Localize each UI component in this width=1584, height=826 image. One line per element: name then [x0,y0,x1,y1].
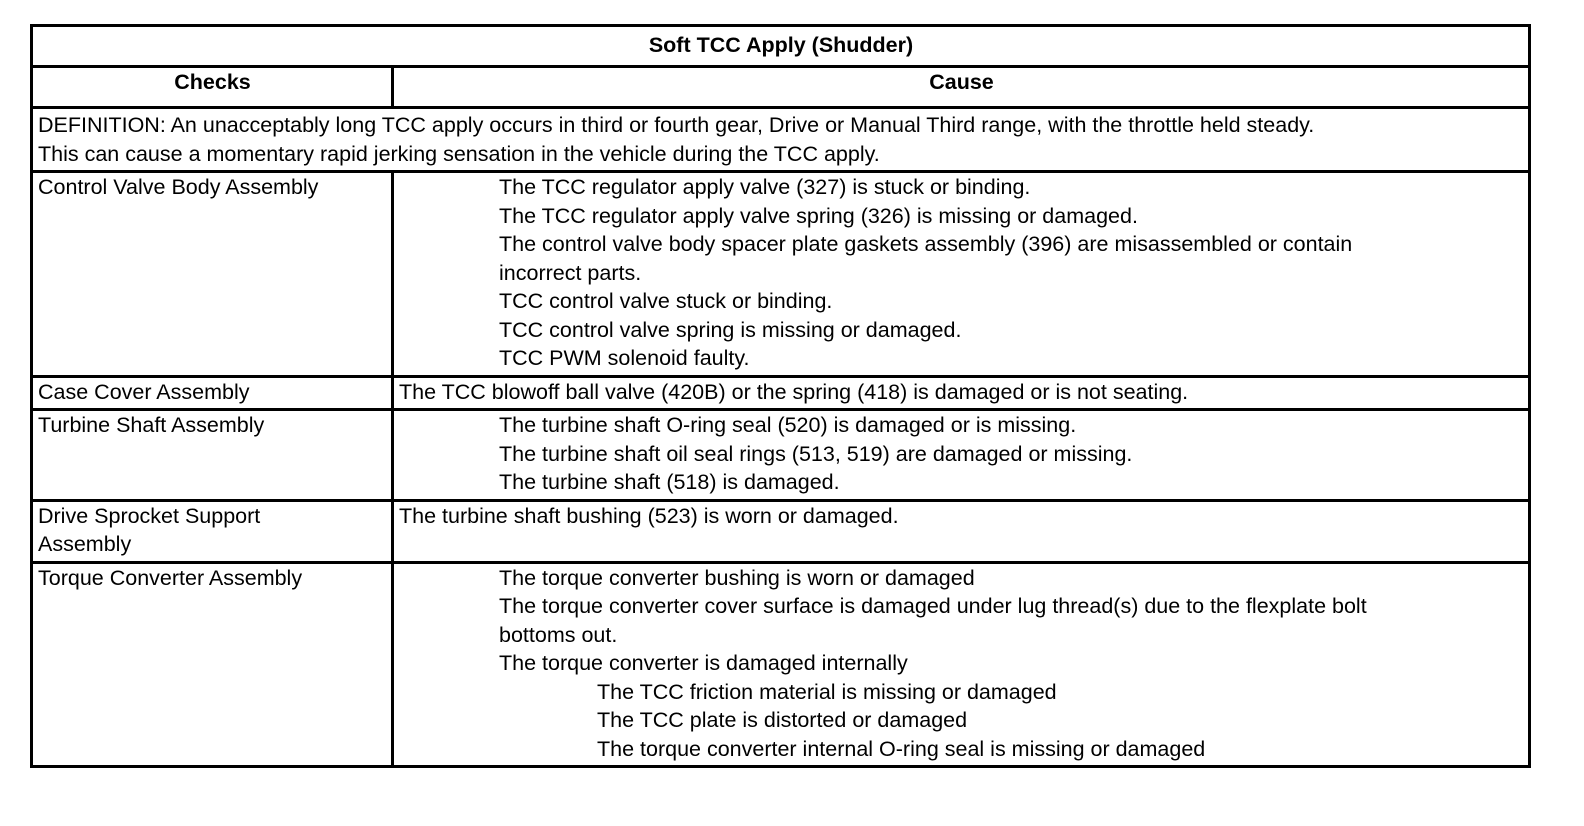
table-row [32,376,1530,410]
cause-item: The torque converter bushing is worn or damaged [499,565,975,590]
cause-item: The turbine shaft oil seal rings (513, 519) are damaged or missing. [499,441,1133,466]
cause-item: incorrect parts. [499,260,642,285]
check-line: Assembly [38,532,132,556]
cause-item: The control valve body spacer plate gaskets assembly (396) are misassembled or contain [499,232,1353,256]
subcause-item: The TCC plate is distorted or damaged [597,708,968,732]
cause-cell [393,172,1530,377]
cause-item: The TCC blowoff ball valve (420B) or the spring (418) is damaged or is not seating. [399,379,1189,404]
cause-item: TCC PWM solenoid faulty. [499,346,750,370]
cause-item: The turbine shaft (518) is damaged. [499,470,840,494]
diagnostic-table [30,24,1531,768]
check-cell: Torque Converter Assembly [32,562,393,767]
definition-line: This can cause a momentary rapid jerking sensation in the vehicle during the TCC apply. [38,141,880,166]
cause-item: The turbine shaft O-ring seal (520) is damaged or is missing. [499,413,1077,437]
title-row [32,26,1530,67]
cause-header: Cause [393,67,1530,108]
cause-item: The TCC regulator apply valve spring (326) is missing or damaged. [499,203,1138,228]
definition-row [32,108,1530,172]
subcause-item: The TCC friction material is missing or damaged [597,679,1057,704]
cause-item: TCC control valve spring is missing or damaged. [499,317,962,342]
checks-header: Checks [32,67,393,108]
table-title: Soft TCC Apply (Shudder) [32,26,1530,67]
table-row [32,500,1530,562]
cause-cell [393,562,1530,767]
table-row [32,172,1530,377]
definition-line: DEFINITION: An unacceptably long TCC apply occurs in third or fourth gear, Drive or Manual Third range, with the throttle held steady. [38,113,1315,137]
check-line: Drive Sprocket Support [38,503,261,528]
cause-item: TCC control valve stuck or binding. [499,289,833,313]
check-cell: Control Valve Body Assembly [32,172,393,377]
cause-cell [393,500,1530,562]
cause-item: bottoms out. [499,622,618,647]
table-row [32,410,1530,501]
cause-item: The TCC regulator apply valve (327) is stuck or binding. [499,175,1031,199]
header-row [32,67,1530,108]
cause-item: The turbine shaft bushing (523) is worn or damaged. [399,503,899,528]
table-row [32,562,1530,767]
check-cell: Turbine Shaft Assembly [32,410,393,501]
subcause-item: The torque converter internal O-ring seal is missing or damaged [597,736,1206,761]
definition-cell [32,108,1530,172]
cause-item: The torque converter is damaged internally [499,651,908,675]
cause-item: The torque converter cover surface is damaged under lug thread(s) due to the flexplate bolt [499,594,1367,618]
cause-cell [393,376,1530,410]
cause-cell [393,410,1530,501]
check-cell: Case Cover Assembly [32,376,393,410]
check-cell [32,500,393,562]
